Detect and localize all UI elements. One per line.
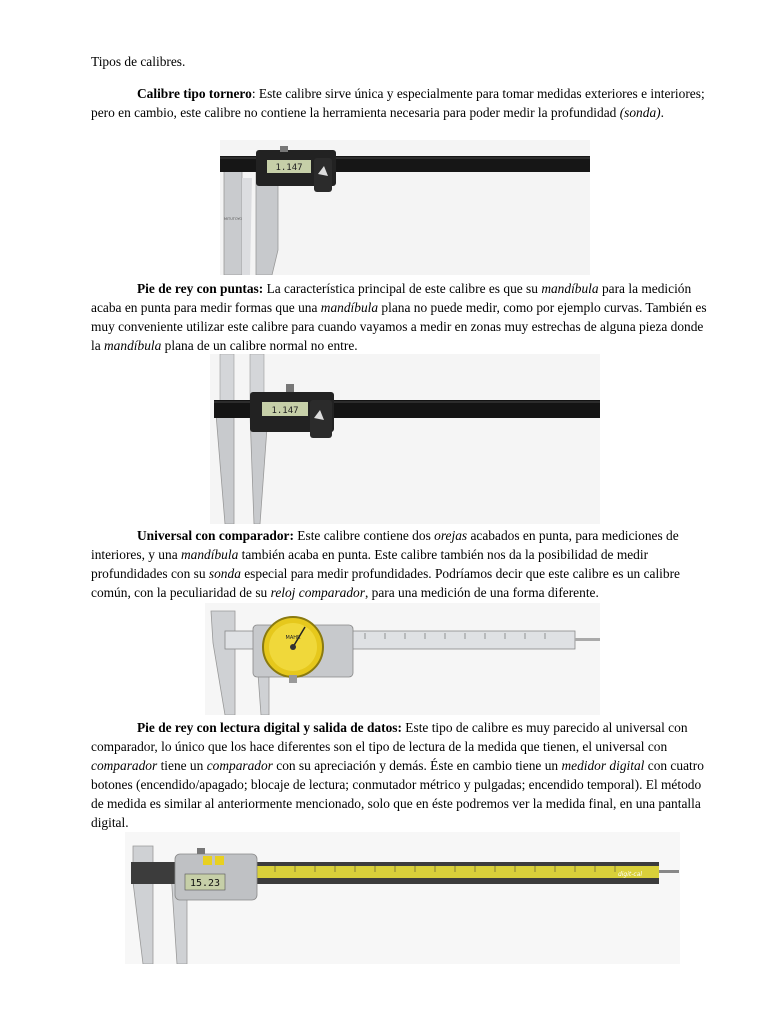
text: también acaba en punta. Este calibre también nos da la posibilidad de medir profundidades con su bbox=[91, 547, 649, 581]
dial-brand: MAHR bbox=[285, 635, 301, 641]
text: . bbox=[660, 105, 664, 120]
text: , para una medición de una forma diferente. bbox=[364, 585, 599, 600]
brand-label: digit-cal bbox=[617, 871, 643, 878]
emphasis: comparador bbox=[91, 758, 158, 773]
emphasis: (sonda) bbox=[619, 105, 661, 120]
text: con cuatro botones (encendido/apagado; blocaje de lectura; conmutador métrico y pulgadas; encendido temporal). El método de medida es similar al anteriormente mencionado, solo que en éste podremos ver la medida final, en una pantalla digital. bbox=[91, 758, 704, 830]
text: : bbox=[251, 86, 259, 101]
section-calibre-tornero bbox=[91, 84, 711, 122]
text: con su apreciación y demás. Éste en cambio tiene un bbox=[272, 758, 562, 773]
digital-display: 1.147 bbox=[275, 163, 303, 173]
calibre-tornero-image bbox=[220, 140, 590, 275]
emphasis: mandíbula bbox=[104, 338, 162, 353]
emphasis: comparador bbox=[206, 758, 273, 773]
text: Este tipo de calibre es muy parecido al universal con comparador, lo único que los hace diferentes son el tipo de lectura de la medida que tienen, el universal con bbox=[91, 720, 688, 754]
section-pie-de-rey-puntas bbox=[91, 279, 711, 355]
text: Este calibre contiene dos bbox=[293, 528, 435, 543]
text: especial para medir profundidades. Podríamos decir que este calibre es un calibre común, con la peculiaridad de su bbox=[91, 566, 681, 600]
text: plana no puede medir, como por ejemplo curvas. También es muy conveniente utilizar este calibre para cuando vayamos a medir en zonas muy estrechas de alguna pieza donde la bbox=[91, 300, 707, 353]
svg-text:MITUTOYO: MITUTOYO bbox=[224, 217, 243, 221]
emphasis: mandíbula bbox=[320, 300, 379, 315]
text: tiene un bbox=[157, 758, 207, 773]
text: La característica principal de este calibre es que su bbox=[263, 281, 542, 296]
text: para la medición acaba en punta para medir formas que una bbox=[91, 281, 692, 315]
emphasis: sonda bbox=[208, 566, 241, 581]
emphasis: medidor digital bbox=[561, 758, 645, 773]
calibre-comparador-image bbox=[205, 603, 600, 715]
text: acabados en punta, para mediciones de interiores, y una bbox=[91, 528, 679, 562]
emphasis: mandíbula bbox=[181, 547, 239, 562]
section-heading: Calibre tipo tornero bbox=[137, 86, 252, 101]
digital-display: 1.147 bbox=[271, 406, 299, 416]
emphasis: mandíbula bbox=[541, 281, 599, 296]
pie-de-rey-puntas-image bbox=[210, 354, 600, 524]
emphasis: reloj comparador bbox=[270, 585, 365, 600]
section-heading: Pie de rey con puntas: bbox=[137, 281, 264, 296]
section-heading: Universal con comparador: bbox=[137, 528, 294, 543]
text: plana de un calibre normal no entre. bbox=[161, 338, 358, 353]
digital-display: 15.23 bbox=[189, 878, 221, 889]
emphasis: orejas bbox=[434, 528, 468, 543]
calibre-digital-image bbox=[125, 832, 680, 964]
section-heading: Pie de rey con lectura digital y salida de datos: bbox=[137, 720, 402, 735]
section-universal-comparador bbox=[91, 526, 711, 602]
section-lectura-digital bbox=[91, 718, 711, 832]
text: Este calibre sirve única y especialmente para tomar medidas exteriores e interiores; pero en cambio, este calibre no contiene la herramienta necesaria para poder medir la profundidad bbox=[91, 86, 705, 120]
document-title: Tipos de calibres. bbox=[91, 54, 186, 69]
